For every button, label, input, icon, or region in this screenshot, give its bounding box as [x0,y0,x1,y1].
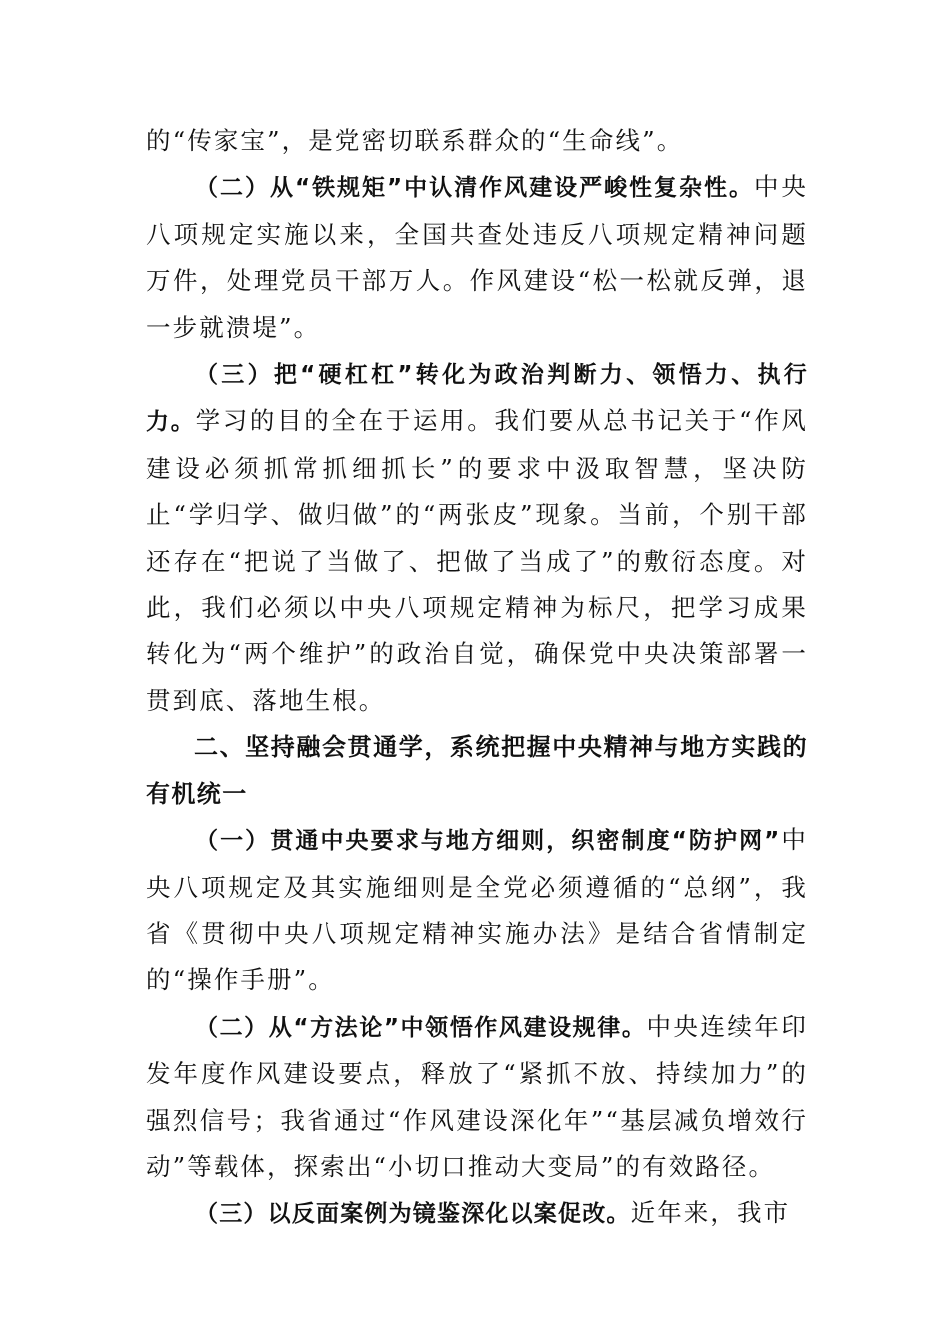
document-body [146,118,808,1238]
paragraph-text: 学习的目的全在于运用。我们要从总书记关于“作风建设必须抓常抓细抓长”的要求中汲取智慧，坚决防止“学归学、做归做”的“两张皮”现象。当前，个别干部还存在“把说了当做了、把做了当成了”的敷衍态度。对此，我们必须以中央八项规定精神为标尺，把学习成果转化为“两个维护”的政治自觉，确保党中央决策部署一贯到底、落地生根。 [146,406,809,715]
paragraph-section-2-1 [146,817,808,1004]
section-heading-2: 二、坚持融会贯通学，系统把握中央精神与地方实践的有机统一 [146,733,808,808]
paragraph-section-1-2 [146,164,808,351]
paragraph-lead: （二）从“方法论”中领悟作风建设规律。 [195,1014,647,1041]
paragraph-lead: （三）把“硬杠杠”转化为政治判断力、领悟力、执行力。 [146,362,808,436]
paragraph-lead: （一）贯通中央要求与地方细则，织密制度“防护网” [195,828,781,855]
paragraph-text: 中央八项规定及其实施细则是全党必须遵循的“总纲”，我省《贯彻中央八项规定精神实施办法》是结合省情制定的“操作手册”。 [146,825,808,995]
paragraph-section-2-3 [146,1190,808,1237]
paragraph-lead: （三）以反面案例为镜鉴深化以案促改。 [195,1201,631,1228]
paragraph-section-2-2 [146,1004,808,1191]
paragraph-text: 近年来，我市 [630,1198,791,1228]
paragraph-lead: （二）从“铁规矩”中认清作风建设严峻性复杂性。 [195,175,754,202]
paragraph-continuation [146,118,808,164]
paragraph-section-1-3 [146,351,808,724]
paragraph-text: 的“传家宝”，是党密切联系群众的“生命线”。 [146,126,684,155]
paragraph-text: 中央八项规定实施以来，全国共查处违反八项规定精神问题万件，处理党员干部万人。作风建设“松一松就反弹，退一步就溃堤”。 [146,172,808,342]
paragraph-text: 中央连续年印发年度作风建设要点，释放了“紧抓不放、持续加力”的强烈信号；我省通过“作风建设深化年”“基层减负增效行动”等载体，探索出“小切口推动大变局”的有效路径。 [146,1011,808,1181]
